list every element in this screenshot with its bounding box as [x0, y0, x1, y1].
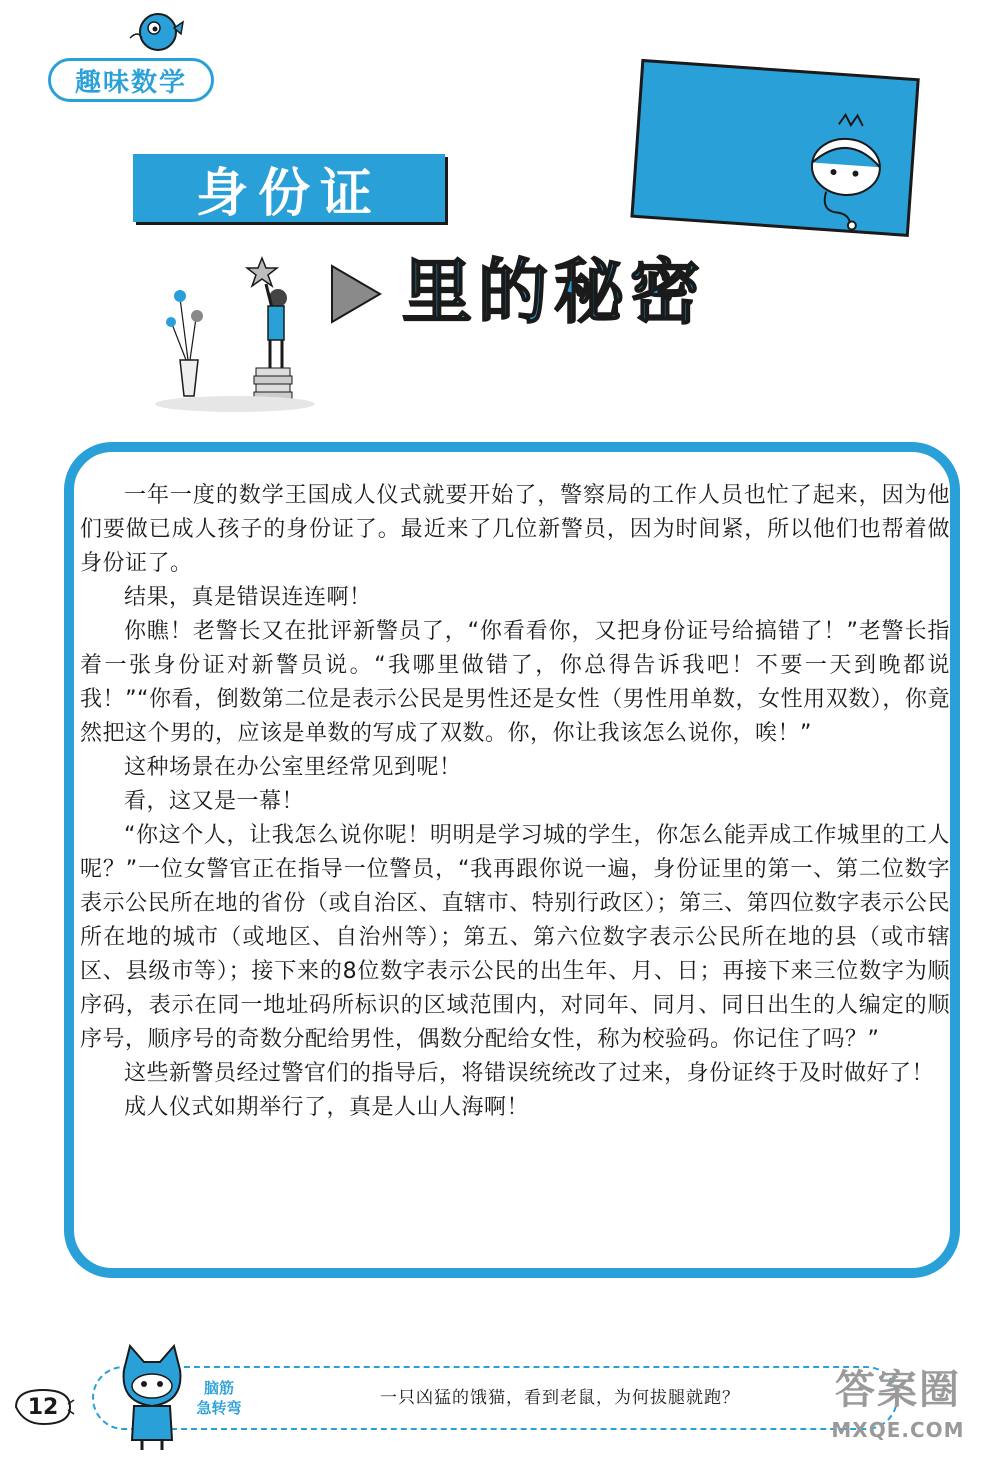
fish-mascot-icon: [128, 8, 184, 54]
tag-line1: 脑筋: [203, 1379, 234, 1397]
page-title-line1: 身份证: [133, 154, 445, 222]
play-arrow-icon: [328, 262, 384, 326]
page-title-line2: 里的秘密: [402, 251, 706, 333]
story-paragraph: 一年一度的数学王国成人仪式就要开始了，警察局的工作人员也忙了起来，因为他们要做已成人孩子的身份证了。最近来了几位新警员，因为时间紧，所以他们也帮着做身份证了。: [80, 483, 950, 576]
tag-line2: 急转弯: [196, 1399, 242, 1417]
story-paragraph: 结果，真是错误连连啊！: [124, 585, 372, 610]
story-paragraph: 看，这又是一幕！: [124, 789, 305, 814]
section-badge: 趣味数学: [48, 58, 214, 102]
id-card-illustration: [625, 56, 927, 242]
riddle-text: 一只凶猛的饿猫，看到老鼠，为何拔腿就跑？: [380, 1388, 740, 1408]
story-paragraph: 你瞧！老警长又在批评新警员了，“你看看你，又把身份证号给搞错了！”老警长指着一张身份证对新警员说。“我哪里做错了，你总得告诉我吧！不要一天到晚都说我！”“你看，倒数第二位是表示公民是男性还是女性（男性用单数，女性用双数），你竟然把这个男的，应该是单数的写成了双数。你，你让我该怎么说你，唉！”: [80, 619, 950, 746]
girl-reaching-star-illustration: [150, 248, 320, 416]
story-paragraph: 这些新警员经过警官们的指导后，将错误统统改了过来，身份证终于及时做好了！: [124, 1061, 935, 1086]
story-paragraph: 成人仪式如期举行了，真是人山人海啊！: [124, 1095, 530, 1120]
cat-mascot-icon: [112, 1340, 192, 1452]
watermark: [800, 1364, 996, 1456]
story-text: [80, 479, 950, 1125]
brain-teaser-tag: [188, 1378, 250, 1424]
watermark-line2: MXQE.COM: [831, 1418, 965, 1442]
story-paragraph: 这种场景在办公室里经常见到呢！: [124, 755, 462, 780]
watermark-line1: 答案圈: [835, 1367, 961, 1413]
story-paragraph: “你这个人，让我怎么说你呢！明明是学习城的学生，你怎么能弄成工作城里的工人呢？”一位女警官正在指导一位警员，“我再跟你说一遍，身份证里的第一、第二位数字表示公民所在地的省份（或自治区、直辖市、特别行政区）；第三、第四位数字表示公民所在地的城市（或地区、自治州等）；第五、第六位数字表示公民所在地的县（或市辖区、县级市等）；接下来的8位数字表示公民的出生年、月、日；再接下来三位数字为顺序码，表示在同一地址码所标识的区域范围内，对同年、同月、同日出生的人编定的顺序号，顺序号的奇数分配给男性，偶数分配给女性，称为校验码。你记住了吗？”: [80, 823, 950, 1052]
page-number: 12: [27, 1394, 59, 1420]
